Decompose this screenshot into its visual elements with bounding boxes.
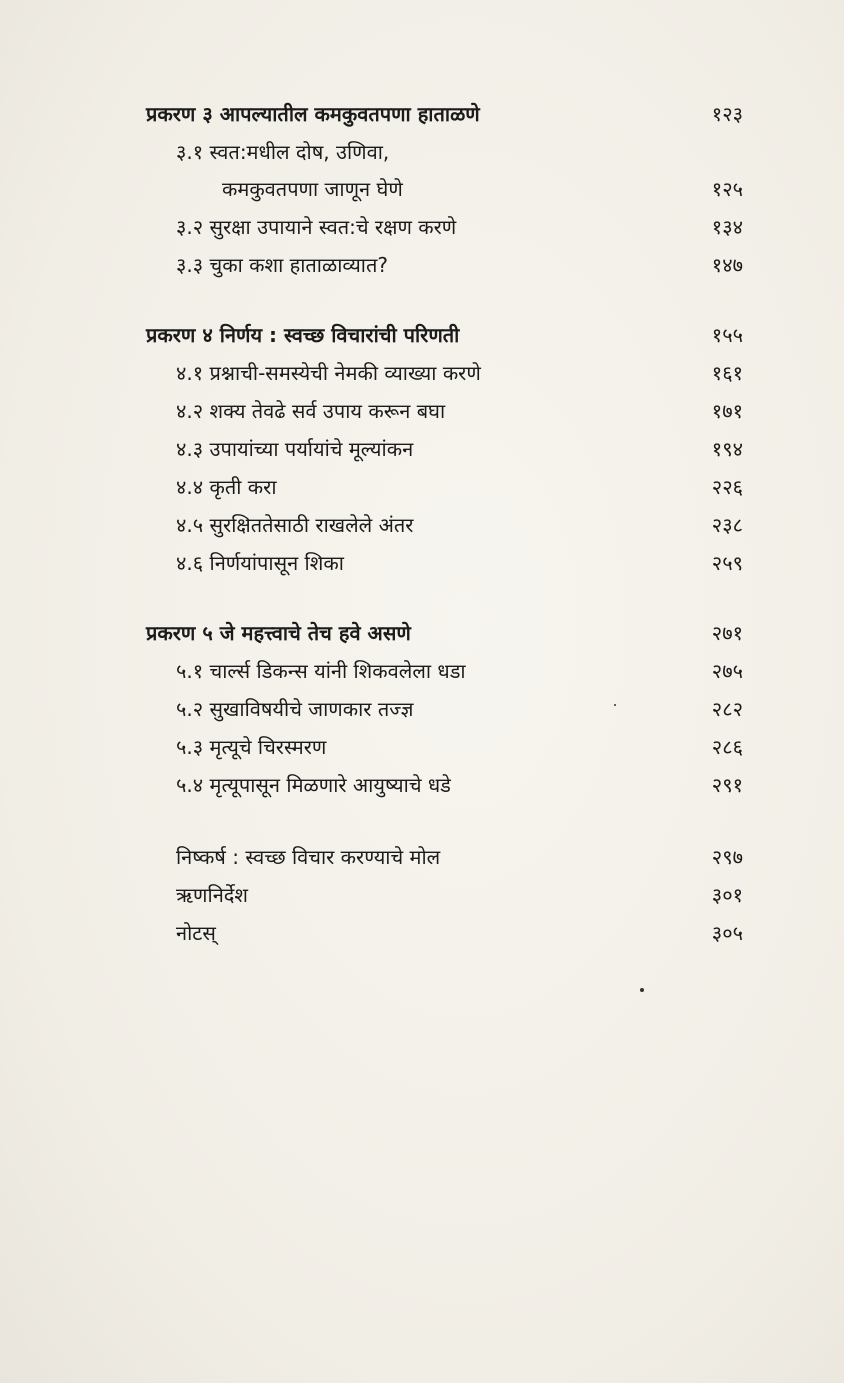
toc-back-matter-row xyxy=(0,840,844,874)
section-title: ५.१ चार्ल्स डिकन्स यांनी शिकवलेला धडा xyxy=(176,659,466,683)
toc-section-row xyxy=(0,248,844,282)
ink-speck xyxy=(614,704,616,706)
toc-section-row xyxy=(0,135,844,169)
page-number: १२३ xyxy=(711,102,743,126)
page-number: २८६ xyxy=(711,735,743,759)
toc-section-row xyxy=(0,692,844,726)
toc-section-row xyxy=(0,768,844,802)
toc-chapter-row xyxy=(0,616,844,650)
toc-chapter-row xyxy=(0,318,844,352)
section-title: ४.४ कृती करा xyxy=(176,475,277,499)
page-number: २८२ xyxy=(711,697,743,721)
section-title: ४.५ सुरक्षिततेसाठी राखलेले अंतर xyxy=(176,513,414,537)
toc-section-row xyxy=(0,210,844,244)
toc-chapter-row xyxy=(0,97,844,131)
page-number: १७१ xyxy=(711,399,743,423)
section-title: ४.३ उपायांच्या पर्यायांचे मूल्यांकन xyxy=(176,437,414,461)
toc-section-row xyxy=(0,470,844,504)
page-number: २५९ xyxy=(711,551,743,575)
section-title: ५.३ मृत्यूचे चिरस्मरण xyxy=(176,735,327,759)
page-number: ३०१ xyxy=(711,883,743,907)
section-title: ३.१ स्वत:मधील दोष, उणिवा, xyxy=(176,140,390,164)
section-title: ५.२ सुखाविषयीचे जाणकार तज्ज्ञ xyxy=(176,697,414,721)
toc-section-row-continued xyxy=(0,172,844,206)
toc-section-row xyxy=(0,654,844,688)
page-number: १९४ xyxy=(711,437,743,461)
page-number: २२६ xyxy=(711,475,743,499)
page-number: ३०५ xyxy=(711,921,743,945)
page-number: २७५ xyxy=(711,659,743,683)
toc-section-row xyxy=(0,546,844,580)
section-title: ४.६ निर्णयांपासून शिका xyxy=(176,551,344,575)
section-title: ४.१ प्रश्नाची-समस्येची नेमकी व्याख्या करणे xyxy=(176,361,481,385)
page-number: १४७ xyxy=(711,253,743,277)
back-matter-title: निष्कर्ष : स्वच्छ विचार करण्याचे मोल xyxy=(176,845,441,869)
section-title: ३.२ सुरक्षा उपायाने स्वत:चे रक्षण करणे xyxy=(176,215,457,239)
toc-section-row xyxy=(0,432,844,466)
toc-section-row xyxy=(0,730,844,764)
page-number: २७१ xyxy=(711,621,743,645)
toc-back-matter-row xyxy=(0,916,844,950)
chapter-title: प्रकरण ४ निर्णय : स्वच्छ विचारांची परिणती xyxy=(146,323,460,347)
page-number: १२५ xyxy=(711,177,743,201)
section-title: ४.२ शक्य तेवढे सर्व उपाय करून बघा xyxy=(176,399,446,423)
section-title-continued: कमकुवतपणा जाणून घेणे xyxy=(222,177,403,201)
page-number: २३८ xyxy=(711,513,743,537)
page-number: १६१ xyxy=(711,361,743,385)
toc-back-matter-row xyxy=(0,878,844,912)
back-matter-title: नोटस् xyxy=(176,921,216,945)
page-number: २९७ xyxy=(711,845,743,869)
chapter-title: प्रकरण ५ जे महत्त्वाचे तेच हवे असणे xyxy=(146,621,411,645)
page-number: १५५ xyxy=(711,323,743,347)
ink-speck xyxy=(640,988,644,992)
back-matter-title: ऋणनिर्देश xyxy=(176,883,249,907)
section-title: ५.४ मृत्यूपासून मिळणारे आयुष्याचे धडे xyxy=(176,773,451,797)
toc-section-row xyxy=(0,508,844,542)
section-title: ३.३ चुका कशा हाताळाव्यात? xyxy=(176,253,389,277)
toc-section-row xyxy=(0,394,844,428)
toc-section-row xyxy=(0,356,844,390)
page-number: १३४ xyxy=(711,215,743,239)
chapter-title: प्रकरण ३ आपल्यातील कमकुवतपणा हाताळणे xyxy=(146,102,480,126)
page-number: २९१ xyxy=(711,773,743,797)
